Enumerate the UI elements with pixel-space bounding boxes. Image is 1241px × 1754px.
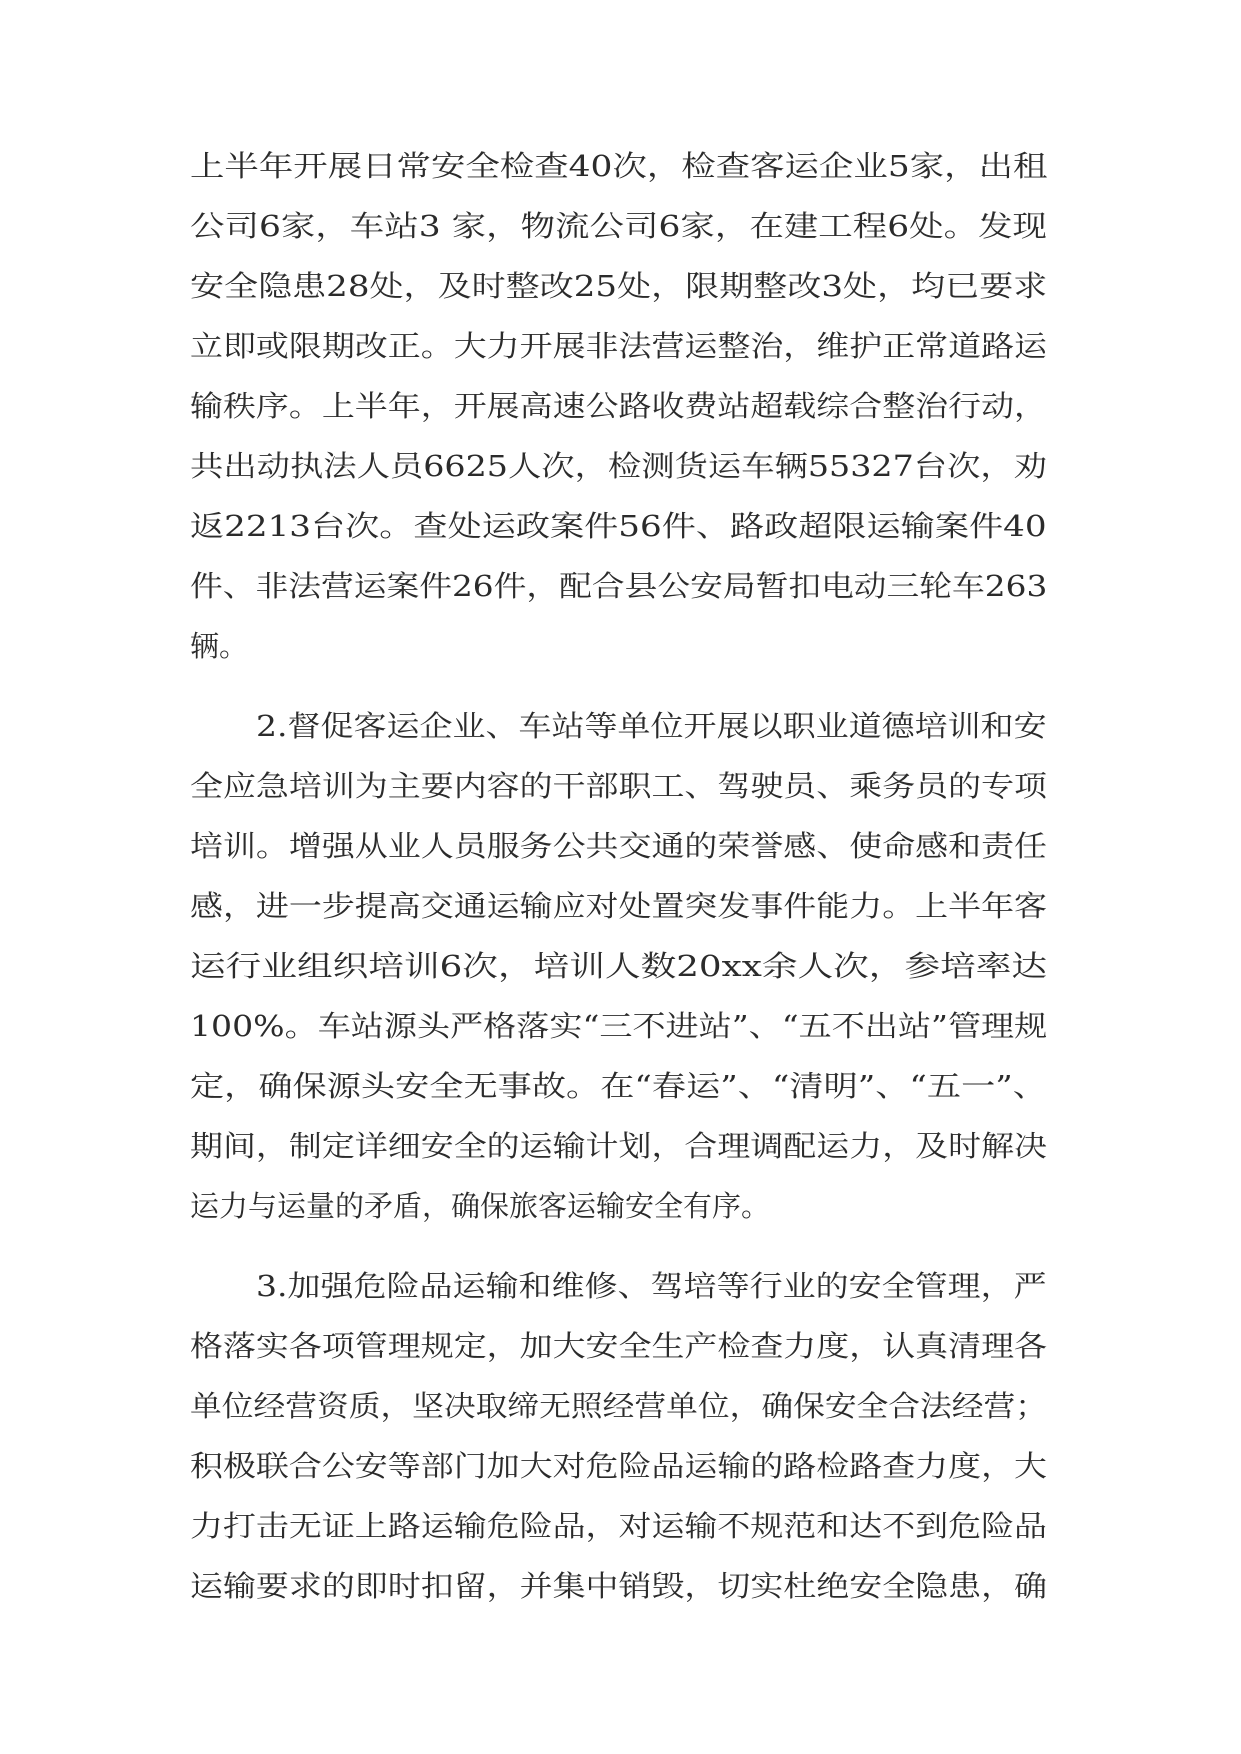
text-line: 全应急培训为主要内容的干部职工、驾驶员、乘务员的专项	[190, 769, 1048, 803]
text-line: 安全隐患28处，及时整改25处，限期整改3处，均已要求	[190, 269, 1048, 303]
text-line: 感，进一步提高交通运输应对处置突发事件能力。上半年客	[190, 889, 1048, 923]
text-line: 共出动执法人员6625人次，检测货运车辆55327台次，劝	[190, 449, 1048, 483]
text-line: 力打击无证上路运输危险品，对运输不规范和达不到危险品	[190, 1509, 1048, 1543]
text-line: 件、非法营运案件26件，配合县公安局暂扣电动三轮车263	[190, 569, 1048, 603]
text-line: 输秩序。上半年，开展高速公路收费站超载综合整治行动，	[190, 389, 1048, 423]
text-line: 运行业组织培训6次，培训人数20xx余人次，参培率达	[190, 949, 1048, 983]
text-line: 辆。	[190, 629, 249, 663]
text-line: 返2213台次。查处运政案件56件、路政超限运输案件40	[190, 509, 1047, 543]
text-line: 培训。增强从业人员服务公共交通的荣誉感、使命感和责任	[190, 829, 1048, 863]
text-line: 格落实各项管理规定，加大安全生产检查力度，认真清理各	[190, 1329, 1048, 1363]
text-line: 3.加强危险品运输和维修、驾培等行业的安全管理，严	[256, 1269, 1047, 1303]
text-line: 公司6家，车站3 家，物流公司6家，在建工程6处。发现	[190, 209, 1048, 243]
text-line: 运力与运量的矛盾，确保旅客运输安全有序。	[190, 1189, 771, 1223]
text-line: 期间，制定详细安全的运输计划，合理调配运力，及时解决	[190, 1129, 1048, 1163]
text-line: 100%。车站源头严格落实“三不进站”、“五不出站”管理规	[190, 1009, 1048, 1043]
text-line: 2.督促客运企业、车站等单位开展以职业道德培训和安	[256, 709, 1047, 743]
text-line: 立即或限期改正。大力开展非法营运整治，维护正常道路运	[190, 329, 1048, 363]
text-line: 运输要求的即时扣留，并集中销毁，切实杜绝安全隐患，确	[190, 1569, 1048, 1603]
text-line: 单位经营资质，坚决取缔无照经营单位，确保安全合法经营；	[190, 1389, 1048, 1423]
text-line: 积极联合公安等部门加大对危险品运输的路检路查力度，大	[190, 1449, 1048, 1483]
text-line: 上半年开展日常安全检查40次，检查客运企业5家，出租	[190, 149, 1048, 183]
text-line: 定，确保源头安全无事故。在“春运”、“清明”、“五一”、	[190, 1069, 1047, 1103]
